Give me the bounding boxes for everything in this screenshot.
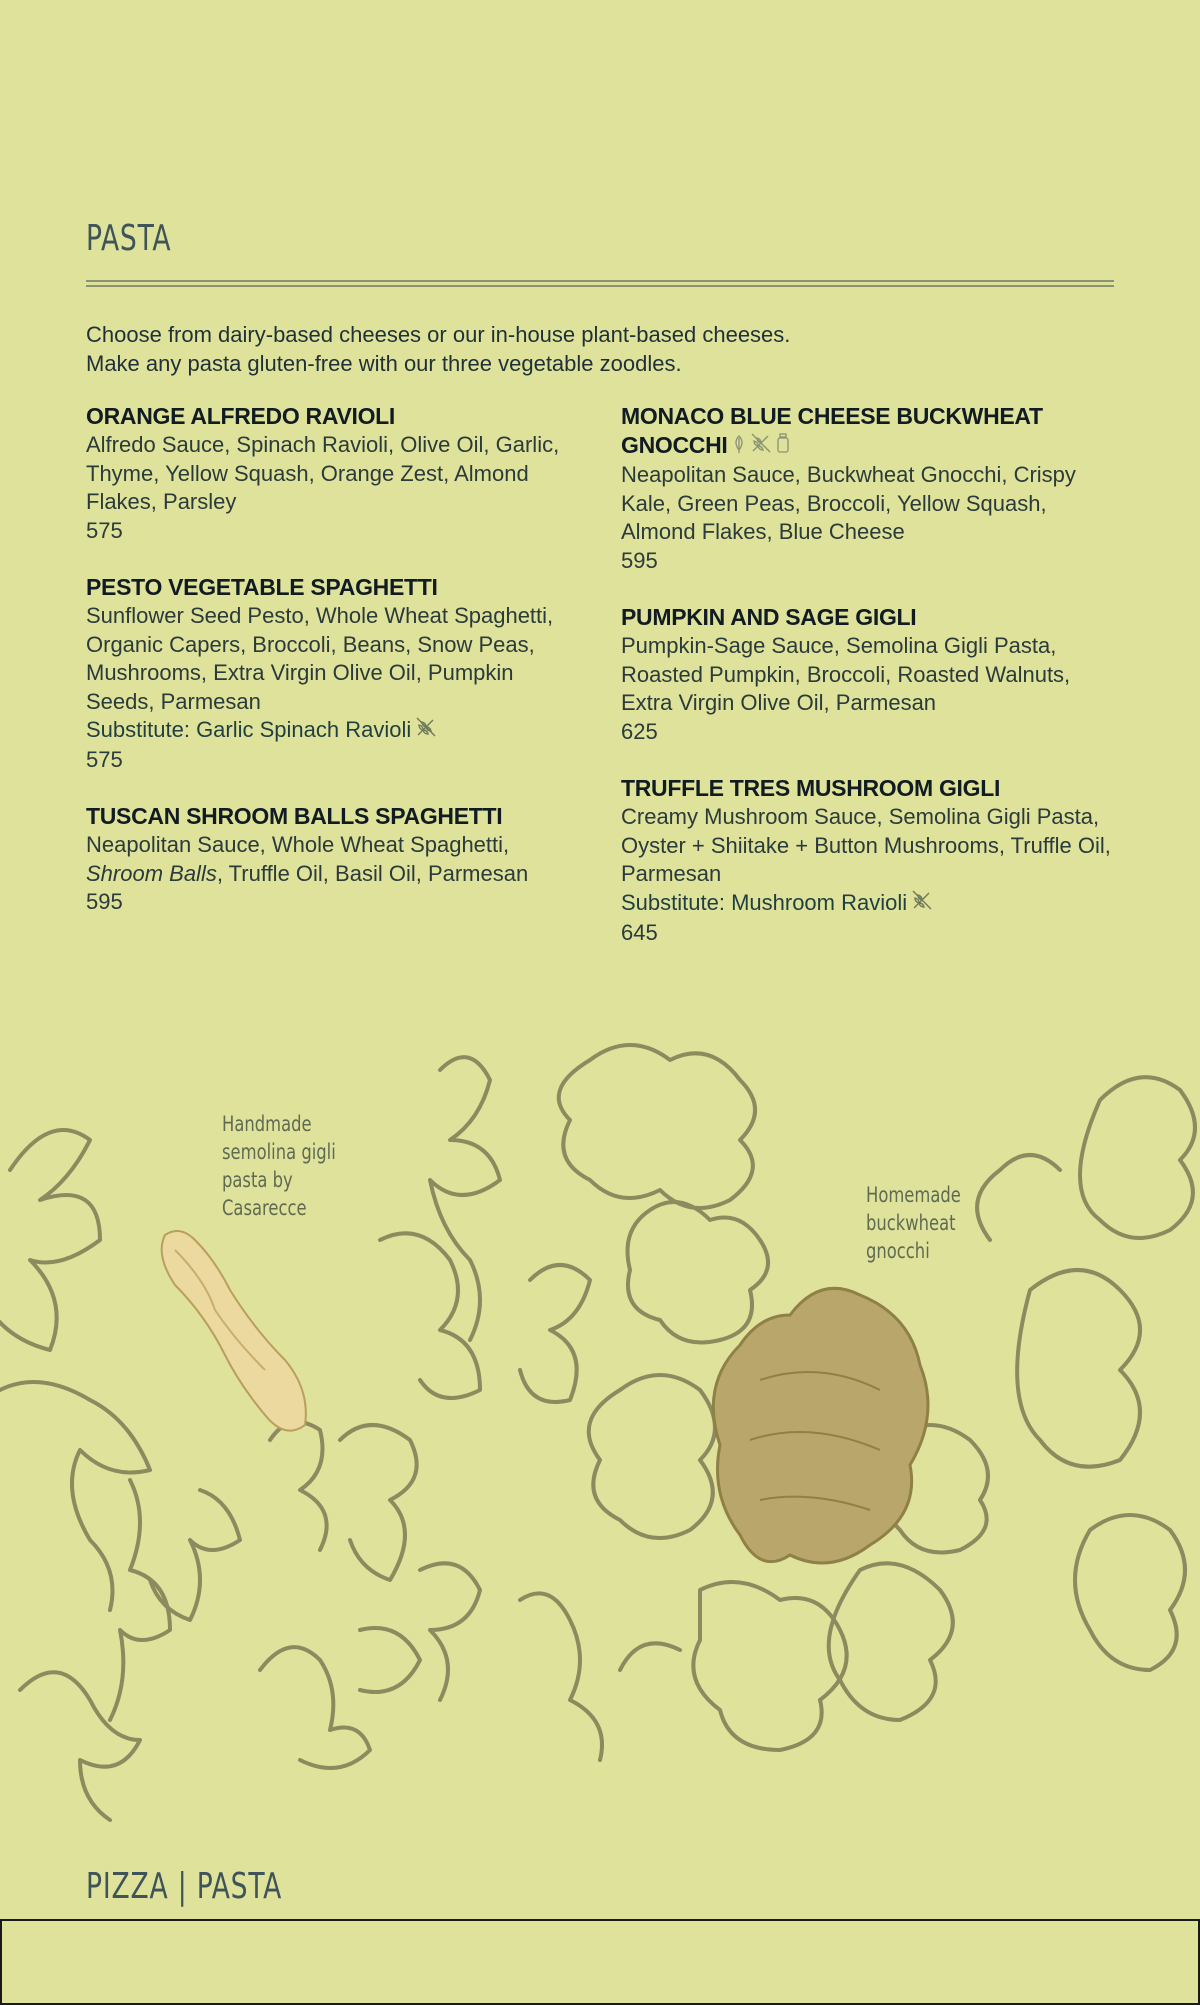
menu-item: [621, 774, 1121, 947]
desc-part: Neapolitan Sauce, Whole Wheat Spaghetti,: [86, 832, 510, 858]
item-price: 595: [86, 889, 123, 915]
item-description: Alfredo Sauce, Spinach Ravioli, Olive Oil, Garlic, Thyme, Yellow Squash, Orange Zest, Almond Flakes, Parsley: [86, 432, 560, 514]
item-price: 575: [86, 746, 123, 772]
menu-item: [86, 802, 586, 917]
footer-title: PIZZA | PASTA: [86, 1866, 283, 1907]
desc-part: , Truffle Oil, Basil Oil, Parmesan: [216, 860, 529, 886]
desc-italic: Shroom Balls: [86, 860, 217, 886]
item-name: TUSCAN SHROOM BALLS SPAGHETTI: [86, 803, 503, 830]
item-name: ORANGE ALFREDO RAVIOLI: [86, 403, 396, 429]
item-name: TRUFFLE TRES MUSHROOM GIGLI: [621, 775, 1001, 802]
wheat-icon: [911, 889, 933, 919]
footer-box: [0, 1919, 1200, 2005]
intro-text: [86, 320, 1114, 378]
menu-item: [86, 573, 586, 774]
item-name: [621, 402, 1121, 461]
gnocchi-pasta: [713, 1288, 928, 1563]
item-price: 645: [621, 919, 658, 945]
item-description: Sunflower Seed Pesto, Whole Wheat Spaghetti, Organic Capers, Broccoli, Beans, Snow Peas, Mushrooms, Extra Virgin Olive Oil, Pumpkin Seeds, Parmesan: [86, 603, 554, 714]
menu-item: [621, 603, 1121, 746]
substitute-text: Substitute: Garlic Spinach Ravioli: [86, 717, 412, 742]
gigli-pasta: [162, 1231, 306, 1431]
menu-item: [621, 402, 1121, 575]
substitute-text: Substitute: Mushroom Ravioli: [621, 889, 908, 915]
item-substitute: [621, 889, 1121, 919]
menu-item: [86, 402, 586, 545]
intro-line: Choose from dairy-based cheeses or our in-house plant-based cheeses.: [86, 322, 791, 347]
divider-rule: [86, 285, 1114, 287]
jar-icon: [776, 432, 790, 461]
menu-column-right: [621, 402, 1121, 975]
item-description: [86, 831, 586, 888]
item-price: 575: [86, 517, 123, 543]
item-substitute: [86, 716, 586, 746]
divider-rule: [86, 280, 1114, 282]
annotation-gnocchi: Homemade buckwheat gnocchi: [866, 1183, 961, 1263]
wheat-icon: [750, 432, 772, 461]
annotation-gigli: Handmade semolina gigli pasta by Casarecce: [222, 1112, 336, 1220]
section-title: PASTA: [86, 218, 172, 259]
pasta-illustration: [0, 1010, 1200, 1840]
item-description: Creamy Mushroom Sauce, Semolina Gigli Pasta, Oyster + Shiitake + Button Mushrooms, Truffle Oil, Parmesan: [621, 804, 1111, 887]
item-description: Pumpkin-Sage Sauce, Semolina Gigli Pasta, Roasted Pumpkin, Broccoli, Roasted Walnuts, Extra Virgin Olive Oil, Parmesan: [621, 633, 1071, 716]
intro-line: Make any pasta gluten-free with our three vegetable zoodles.: [86, 351, 682, 376]
item-name: PUMPKIN AND SAGE GIGLI: [621, 604, 917, 631]
wheat-icon: [415, 716, 437, 746]
item-name-text: MONACO BLUE CHEESE BUCKWHEAT GNOCCHI: [621, 403, 1043, 458]
item-price: 625: [621, 718, 658, 744]
item-price: 595: [621, 547, 658, 573]
leaf-icon: [732, 432, 746, 461]
item-name: PESTO VEGETABLE SPAGHETTI: [86, 574, 438, 600]
menu-column-left: [86, 402, 586, 945]
item-description: Neapolitan Sauce, Buckwheat Gnocchi, Crispy Kale, Green Peas, Broccoli, Yellow Squash, Almond Flakes, Blue Cheese: [621, 462, 1076, 545]
